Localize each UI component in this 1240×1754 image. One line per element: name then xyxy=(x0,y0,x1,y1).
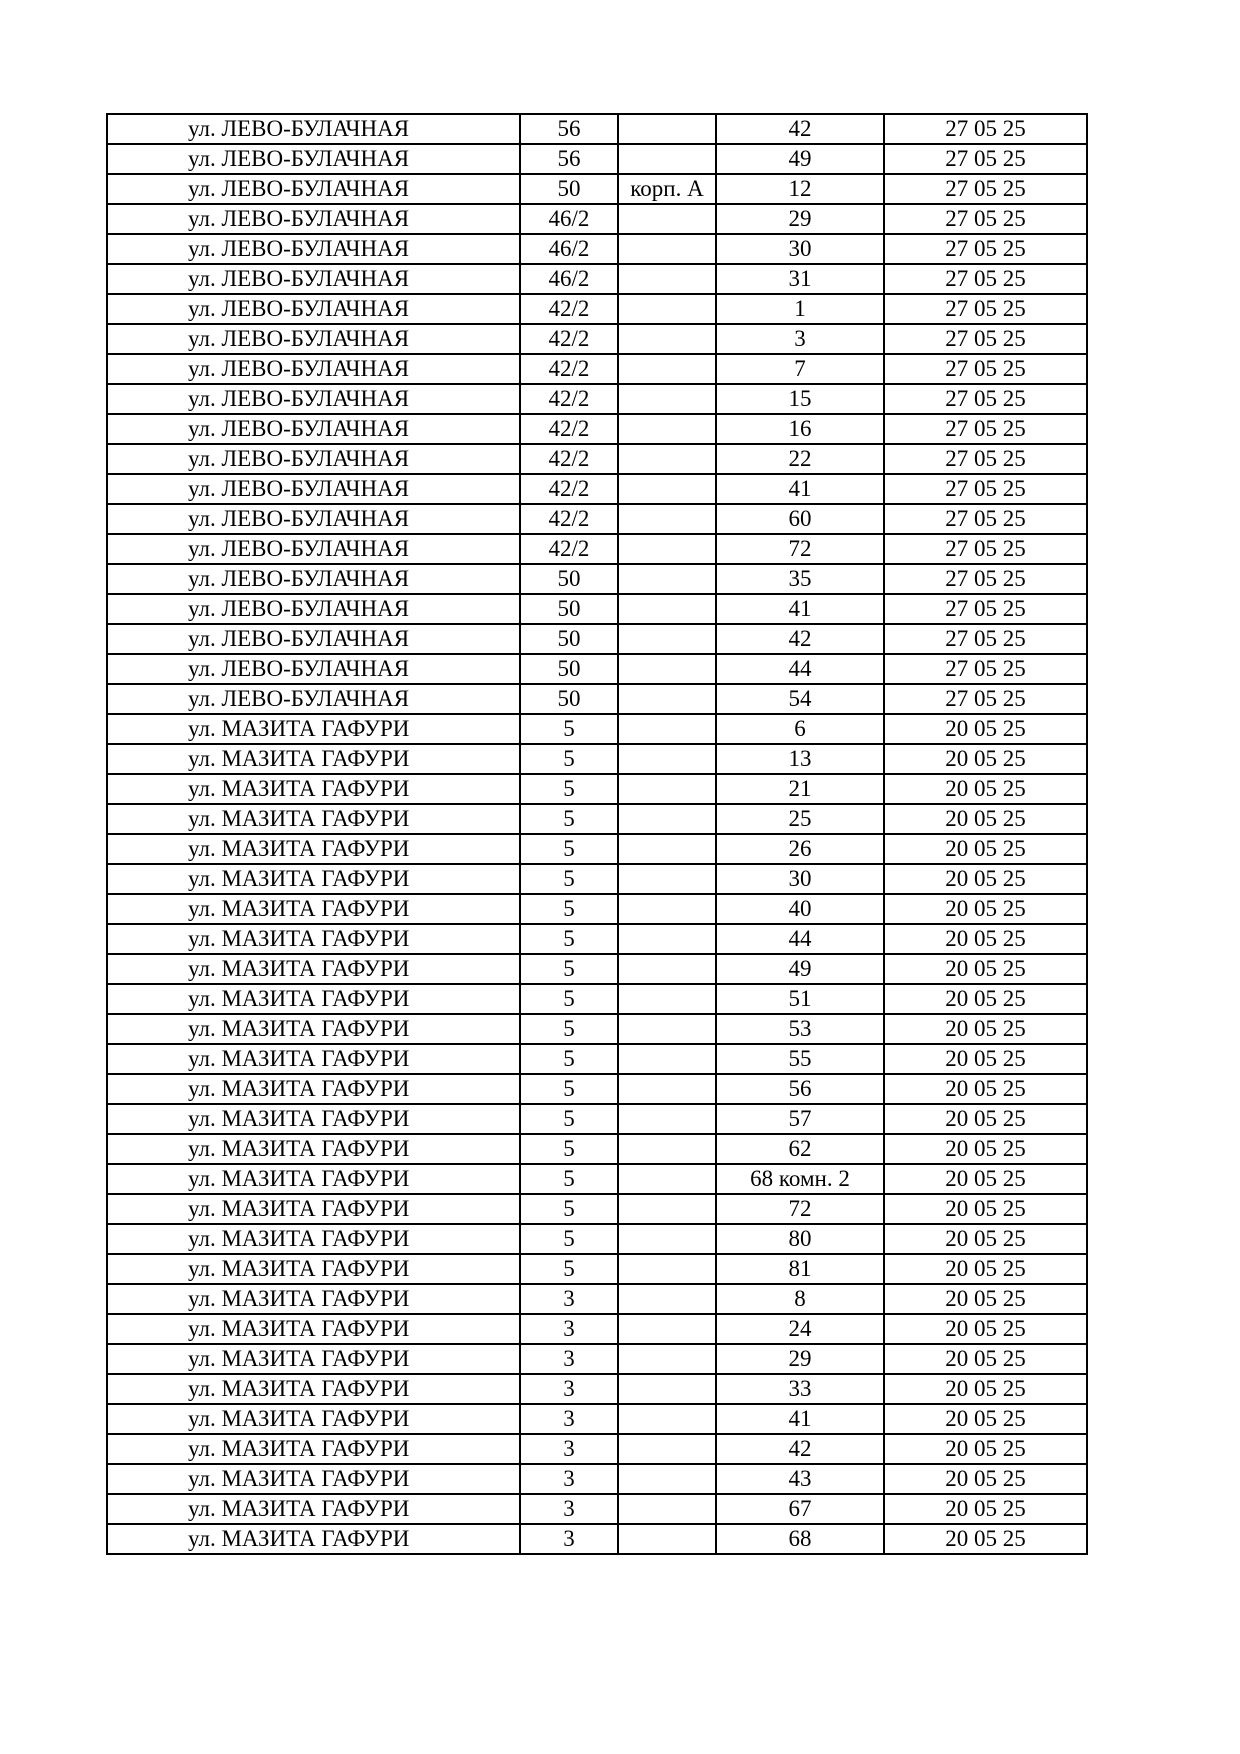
building-cell xyxy=(618,744,716,774)
apartment-cell: 44 xyxy=(716,924,884,954)
apartment-cell: 24 xyxy=(716,1314,884,1344)
house-cell: 3 xyxy=(520,1524,618,1554)
street-cell: ул. ЛЕВО-БУЛАЧНАЯ xyxy=(107,444,520,474)
apartment-cell: 68 комн. 2 xyxy=(716,1164,884,1194)
date-cell: 20 05 25 xyxy=(884,894,1087,924)
table-row xyxy=(107,774,1087,804)
apartment-cell: 57 xyxy=(716,1104,884,1134)
table-row xyxy=(107,594,1087,624)
table-row xyxy=(107,1494,1087,1524)
table-row xyxy=(107,114,1087,144)
building-cell xyxy=(618,894,716,924)
street-cell: ул. ЛЕВО-БУЛАЧНАЯ xyxy=(107,204,520,234)
house-cell: 46/2 xyxy=(520,234,618,264)
building-cell xyxy=(618,774,716,804)
date-cell: 27 05 25 xyxy=(884,444,1087,474)
date-cell: 27 05 25 xyxy=(884,414,1087,444)
house-cell: 5 xyxy=(520,954,618,984)
house-cell: 46/2 xyxy=(520,204,618,234)
apartment-cell: 44 xyxy=(716,654,884,684)
building-cell xyxy=(618,864,716,894)
building-cell xyxy=(618,234,716,264)
street-cell: ул. ЛЕВО-БУЛАЧНАЯ xyxy=(107,534,520,564)
building-cell xyxy=(618,1224,716,1254)
building-cell xyxy=(618,624,716,654)
building-cell xyxy=(618,924,716,954)
date-cell: 20 05 25 xyxy=(884,984,1087,1014)
apartment-cell: 55 xyxy=(716,1044,884,1074)
table-row xyxy=(107,1344,1087,1374)
house-cell: 5 xyxy=(520,1014,618,1044)
house-cell: 3 xyxy=(520,1404,618,1434)
date-cell: 20 05 25 xyxy=(884,714,1087,744)
table-row xyxy=(107,234,1087,264)
date-cell: 20 05 25 xyxy=(884,1374,1087,1404)
date-cell: 27 05 25 xyxy=(884,564,1087,594)
building-cell xyxy=(618,1524,716,1554)
building-cell xyxy=(618,684,716,714)
date-cell: 20 05 25 xyxy=(884,1254,1087,1284)
street-cell: ул. МАЗИТА ГАФУРИ xyxy=(107,1254,520,1284)
building-cell xyxy=(618,1074,716,1104)
house-cell: 5 xyxy=(520,834,618,864)
house-cell: 5 xyxy=(520,864,618,894)
apartment-cell: 49 xyxy=(716,954,884,984)
apartment-cell: 62 xyxy=(716,1134,884,1164)
table-row xyxy=(107,624,1087,654)
building-cell xyxy=(618,1404,716,1434)
apartment-cell: 1 xyxy=(716,294,884,324)
house-cell: 5 xyxy=(520,714,618,744)
apartment-cell: 33 xyxy=(716,1374,884,1404)
table-row xyxy=(107,294,1087,324)
house-cell: 5 xyxy=(520,774,618,804)
building-cell xyxy=(618,714,716,744)
date-cell: 27 05 25 xyxy=(884,624,1087,654)
street-cell: ул. МАЗИТА ГАФУРИ xyxy=(107,1434,520,1464)
apartment-cell: 3 xyxy=(716,324,884,354)
date-cell: 20 05 25 xyxy=(884,1074,1087,1104)
street-cell: ул. МАЗИТА ГАФУРИ xyxy=(107,1164,520,1194)
street-cell: ул. МАЗИТА ГАФУРИ xyxy=(107,1194,520,1224)
table-row xyxy=(107,1524,1087,1554)
house-cell: 5 xyxy=(520,1194,618,1224)
building-cell xyxy=(618,804,716,834)
house-cell: 3 xyxy=(520,1284,618,1314)
table-row xyxy=(107,984,1087,1014)
apartment-cell: 54 xyxy=(716,684,884,714)
building-cell xyxy=(618,1494,716,1524)
date-cell: 27 05 25 xyxy=(884,234,1087,264)
street-cell: ул. МАЗИТА ГАФУРИ xyxy=(107,1374,520,1404)
building-cell xyxy=(618,114,716,144)
table-row xyxy=(107,1104,1087,1134)
house-cell: 5 xyxy=(520,924,618,954)
street-cell: ул. МАЗИТА ГАФУРИ xyxy=(107,1524,520,1554)
street-cell: ул. МАЗИТА ГАФУРИ xyxy=(107,834,520,864)
house-cell: 42/2 xyxy=(520,534,618,564)
table-row xyxy=(107,324,1087,354)
building-cell xyxy=(618,1194,716,1224)
street-cell: ул. ЛЕВО-БУЛАЧНАЯ xyxy=(107,234,520,264)
apartment-cell: 41 xyxy=(716,594,884,624)
apartment-cell: 60 xyxy=(716,504,884,534)
date-cell: 20 05 25 xyxy=(884,1104,1087,1134)
table-row xyxy=(107,414,1087,444)
building-cell xyxy=(618,384,716,414)
table-row xyxy=(107,474,1087,504)
street-cell: ул. ЛЕВО-БУЛАЧНАЯ xyxy=(107,684,520,714)
apartment-cell: 53 xyxy=(716,1014,884,1044)
table-row xyxy=(107,1164,1087,1194)
house-cell: 50 xyxy=(520,684,618,714)
date-cell: 20 05 25 xyxy=(884,1284,1087,1314)
house-cell: 42/2 xyxy=(520,354,618,384)
street-cell: ул. ЛЕВО-БУЛАЧНАЯ xyxy=(107,144,520,174)
date-cell: 20 05 25 xyxy=(884,804,1087,834)
building-cell xyxy=(618,144,716,174)
house-cell: 42/2 xyxy=(520,414,618,444)
table-row xyxy=(107,834,1087,864)
street-cell: ул. МАЗИТА ГАФУРИ xyxy=(107,1404,520,1434)
date-cell: 27 05 25 xyxy=(884,384,1087,414)
table-row xyxy=(107,1284,1087,1314)
table-row xyxy=(107,684,1087,714)
apartment-cell: 42 xyxy=(716,1434,884,1464)
apartment-cell: 6 xyxy=(716,714,884,744)
street-cell: ул. МАЗИТА ГАФУРИ xyxy=(107,804,520,834)
street-cell: ул. МАЗИТА ГАФУРИ xyxy=(107,1224,520,1254)
street-cell: ул. МАЗИТА ГАФУРИ xyxy=(107,1074,520,1104)
street-cell: ул. МАЗИТА ГАФУРИ xyxy=(107,1044,520,1074)
apartment-cell: 25 xyxy=(716,804,884,834)
street-cell: ул. ЛЕВО-БУЛАЧНАЯ xyxy=(107,414,520,444)
date-cell: 27 05 25 xyxy=(884,354,1087,384)
table-row xyxy=(107,954,1087,984)
building-cell xyxy=(618,564,716,594)
house-cell: 5 xyxy=(520,1074,618,1104)
house-cell: 42/2 xyxy=(520,444,618,474)
building-cell xyxy=(618,1284,716,1314)
building-cell xyxy=(618,414,716,444)
table-row xyxy=(107,1224,1087,1254)
street-cell: ул. ЛЕВО-БУЛАЧНАЯ xyxy=(107,654,520,684)
house-cell: 5 xyxy=(520,984,618,1014)
table-row xyxy=(107,1134,1087,1164)
house-cell: 42/2 xyxy=(520,324,618,354)
apartment-cell: 67 xyxy=(716,1494,884,1524)
building-cell xyxy=(618,1044,716,1074)
date-cell: 20 05 25 xyxy=(884,1014,1087,1044)
street-cell: ул. МАЗИТА ГАФУРИ xyxy=(107,1464,520,1494)
date-cell: 20 05 25 xyxy=(884,834,1087,864)
table-row xyxy=(107,1434,1087,1464)
table-row xyxy=(107,1074,1087,1104)
apartment-cell: 40 xyxy=(716,894,884,924)
house-cell: 46/2 xyxy=(520,264,618,294)
street-cell: ул. ЛЕВО-БУЛАЧНАЯ xyxy=(107,294,520,324)
apartment-cell: 26 xyxy=(716,834,884,864)
apartment-cell: 31 xyxy=(716,264,884,294)
date-cell: 20 05 25 xyxy=(884,1224,1087,1254)
street-cell: ул. ЛЕВО-БУЛАЧНАЯ xyxy=(107,504,520,534)
table-row xyxy=(107,1254,1087,1284)
street-cell: ул. МАЗИТА ГАФУРИ xyxy=(107,894,520,924)
building-cell xyxy=(618,1104,716,1134)
apartment-cell: 29 xyxy=(716,204,884,234)
house-cell: 50 xyxy=(520,594,618,624)
table-row xyxy=(107,144,1087,174)
building-cell xyxy=(618,834,716,864)
street-cell: ул. МАЗИТА ГАФУРИ xyxy=(107,1494,520,1524)
date-cell: 20 05 25 xyxy=(884,1194,1087,1224)
table-row xyxy=(107,894,1087,924)
date-cell: 20 05 25 xyxy=(884,774,1087,804)
apartment-cell: 81 xyxy=(716,1254,884,1284)
date-cell: 20 05 25 xyxy=(884,1434,1087,1464)
table-row xyxy=(107,654,1087,684)
apartment-cell: 43 xyxy=(716,1464,884,1494)
house-cell: 5 xyxy=(520,1254,618,1284)
date-cell: 20 05 25 xyxy=(884,1314,1087,1344)
street-cell: ул. МАЗИТА ГАФУРИ xyxy=(107,774,520,804)
house-cell: 3 xyxy=(520,1494,618,1524)
house-cell: 5 xyxy=(520,1164,618,1194)
apartment-cell: 42 xyxy=(716,624,884,654)
street-cell: ул. МАЗИТА ГАФУРИ xyxy=(107,744,520,774)
house-cell: 3 xyxy=(520,1464,618,1494)
building-cell xyxy=(618,1254,716,1284)
house-cell: 3 xyxy=(520,1374,618,1404)
apartment-cell: 56 xyxy=(716,1074,884,1104)
date-cell: 27 05 25 xyxy=(884,174,1087,204)
date-cell: 20 05 25 xyxy=(884,1164,1087,1194)
apartment-cell: 72 xyxy=(716,1194,884,1224)
apartment-cell: 72 xyxy=(716,534,884,564)
house-cell: 50 xyxy=(520,564,618,594)
table-row xyxy=(107,564,1087,594)
date-cell: 27 05 25 xyxy=(884,504,1087,534)
table-row xyxy=(107,534,1087,564)
table-row xyxy=(107,1314,1087,1344)
street-cell: ул. МАЗИТА ГАФУРИ xyxy=(107,1284,520,1314)
date-cell: 27 05 25 xyxy=(884,264,1087,294)
house-cell: 42/2 xyxy=(520,384,618,414)
table-row xyxy=(107,1044,1087,1074)
date-cell: 20 05 25 xyxy=(884,1524,1087,1554)
apartment-cell: 49 xyxy=(716,144,884,174)
street-cell: ул. ЛЕВО-БУЛАЧНАЯ xyxy=(107,594,520,624)
house-cell: 5 xyxy=(520,1224,618,1254)
building-cell: корп. А xyxy=(618,174,716,204)
street-cell: ул. ЛЕВО-БУЛАЧНАЯ xyxy=(107,114,520,144)
building-cell xyxy=(618,1134,716,1164)
house-cell: 5 xyxy=(520,1104,618,1134)
apartment-cell: 7 xyxy=(716,354,884,384)
street-cell: ул. МАЗИТА ГАФУРИ xyxy=(107,954,520,984)
building-cell xyxy=(618,444,716,474)
house-cell: 5 xyxy=(520,894,618,924)
building-cell xyxy=(618,954,716,984)
date-cell: 20 05 25 xyxy=(884,1344,1087,1374)
table-row xyxy=(107,444,1087,474)
date-cell: 27 05 25 xyxy=(884,474,1087,504)
building-cell xyxy=(618,1164,716,1194)
table-row xyxy=(107,744,1087,774)
date-cell: 27 05 25 xyxy=(884,594,1087,624)
date-cell: 20 05 25 xyxy=(884,744,1087,774)
apartment-cell: 68 xyxy=(716,1524,884,1554)
apartment-cell: 42 xyxy=(716,114,884,144)
building-cell xyxy=(618,1314,716,1344)
apartment-cell: 13 xyxy=(716,744,884,774)
street-cell: ул. ЛЕВО-БУЛАЧНАЯ xyxy=(107,384,520,414)
address-table xyxy=(106,113,1088,1555)
street-cell: ул. МАЗИТА ГАФУРИ xyxy=(107,1344,520,1374)
date-cell: 20 05 25 xyxy=(884,954,1087,984)
house-cell: 3 xyxy=(520,1314,618,1344)
apartment-cell: 21 xyxy=(716,774,884,804)
apartment-cell: 41 xyxy=(716,474,884,504)
apartment-cell: 35 xyxy=(716,564,884,594)
building-cell xyxy=(618,294,716,324)
table-row xyxy=(107,804,1087,834)
street-cell: ул. ЛЕВО-БУЛАЧНАЯ xyxy=(107,264,520,294)
apartment-cell: 51 xyxy=(716,984,884,1014)
building-cell xyxy=(618,594,716,624)
apartment-cell: 41 xyxy=(716,1404,884,1434)
address-table-body xyxy=(107,114,1087,1554)
house-cell: 5 xyxy=(520,804,618,834)
date-cell: 20 05 25 xyxy=(884,1134,1087,1164)
street-cell: ул. МАЗИТА ГАФУРИ xyxy=(107,924,520,954)
date-cell: 27 05 25 xyxy=(884,654,1087,684)
street-cell: ул. ЛЕВО-БУЛАЧНАЯ xyxy=(107,624,520,654)
house-cell: 56 xyxy=(520,144,618,174)
date-cell: 20 05 25 xyxy=(884,924,1087,954)
house-cell: 5 xyxy=(520,1044,618,1074)
street-cell: ул. МАЗИТА ГАФУРИ xyxy=(107,1314,520,1344)
table-row xyxy=(107,1404,1087,1434)
date-cell: 20 05 25 xyxy=(884,1404,1087,1434)
apartment-cell: 80 xyxy=(716,1224,884,1254)
street-cell: ул. МАЗИТА ГАФУРИ xyxy=(107,984,520,1014)
street-cell: ул. ЛЕВО-БУЛАЧНАЯ xyxy=(107,474,520,504)
building-cell xyxy=(618,1434,716,1464)
street-cell: ул. ЛЕВО-БУЛАЧНАЯ xyxy=(107,324,520,354)
table-row xyxy=(107,204,1087,234)
house-cell: 50 xyxy=(520,654,618,684)
table-row xyxy=(107,384,1087,414)
building-cell xyxy=(618,1014,716,1044)
building-cell xyxy=(618,1344,716,1374)
building-cell xyxy=(618,534,716,564)
street-cell: ул. ЛЕВО-БУЛАЧНАЯ xyxy=(107,354,520,384)
building-cell xyxy=(618,654,716,684)
building-cell xyxy=(618,1374,716,1404)
house-cell: 42/2 xyxy=(520,474,618,504)
date-cell: 27 05 25 xyxy=(884,534,1087,564)
date-cell: 27 05 25 xyxy=(884,144,1087,174)
house-cell: 56 xyxy=(520,114,618,144)
table-row xyxy=(107,174,1087,204)
table-row xyxy=(107,504,1087,534)
apartment-cell: 22 xyxy=(716,444,884,474)
table-row xyxy=(107,864,1087,894)
building-cell xyxy=(618,504,716,534)
house-cell: 42/2 xyxy=(520,504,618,534)
date-cell: 20 05 25 xyxy=(884,1494,1087,1524)
street-cell: ул. МАЗИТА ГАФУРИ xyxy=(107,1104,520,1134)
house-cell: 3 xyxy=(520,1344,618,1374)
apartment-cell: 30 xyxy=(716,864,884,894)
table-row xyxy=(107,1374,1087,1404)
building-cell xyxy=(618,264,716,294)
house-cell: 5 xyxy=(520,1134,618,1164)
building-cell xyxy=(618,474,716,504)
street-cell: ул. МАЗИТА ГАФУРИ xyxy=(107,1014,520,1044)
apartment-cell: 8 xyxy=(716,1284,884,1314)
date-cell: 27 05 25 xyxy=(884,324,1087,354)
date-cell: 20 05 25 xyxy=(884,1044,1087,1074)
building-cell xyxy=(618,984,716,1014)
building-cell xyxy=(618,1464,716,1494)
date-cell: 27 05 25 xyxy=(884,204,1087,234)
table-row xyxy=(107,1014,1087,1044)
street-cell: ул. ЛЕВО-БУЛАЧНАЯ xyxy=(107,564,520,594)
street-cell: ул. МАЗИТА ГАФУРИ xyxy=(107,864,520,894)
apartment-cell: 16 xyxy=(716,414,884,444)
apartment-cell: 29 xyxy=(716,1344,884,1374)
table-row xyxy=(107,714,1087,744)
table-row xyxy=(107,354,1087,384)
table-row xyxy=(107,264,1087,294)
house-cell: 50 xyxy=(520,174,618,204)
house-cell: 50 xyxy=(520,624,618,654)
street-cell: ул. МАЗИТА ГАФУРИ xyxy=(107,714,520,744)
street-cell: ул. МАЗИТА ГАФУРИ xyxy=(107,1134,520,1164)
date-cell: 27 05 25 xyxy=(884,294,1087,324)
building-cell xyxy=(618,204,716,234)
apartment-cell: 12 xyxy=(716,174,884,204)
street-cell: ул. ЛЕВО-БУЛАЧНАЯ xyxy=(107,174,520,204)
table-row xyxy=(107,1194,1087,1224)
table-row xyxy=(107,1464,1087,1494)
apartment-cell: 30 xyxy=(716,234,884,264)
building-cell xyxy=(618,324,716,354)
house-cell: 5 xyxy=(520,744,618,774)
apartment-cell: 15 xyxy=(716,384,884,414)
date-cell: 20 05 25 xyxy=(884,864,1087,894)
house-cell: 3 xyxy=(520,1434,618,1464)
building-cell xyxy=(618,354,716,384)
date-cell: 27 05 25 xyxy=(884,114,1087,144)
date-cell: 20 05 25 xyxy=(884,1464,1087,1494)
date-cell: 27 05 25 xyxy=(884,684,1087,714)
table-row xyxy=(107,924,1087,954)
house-cell: 42/2 xyxy=(520,294,618,324)
